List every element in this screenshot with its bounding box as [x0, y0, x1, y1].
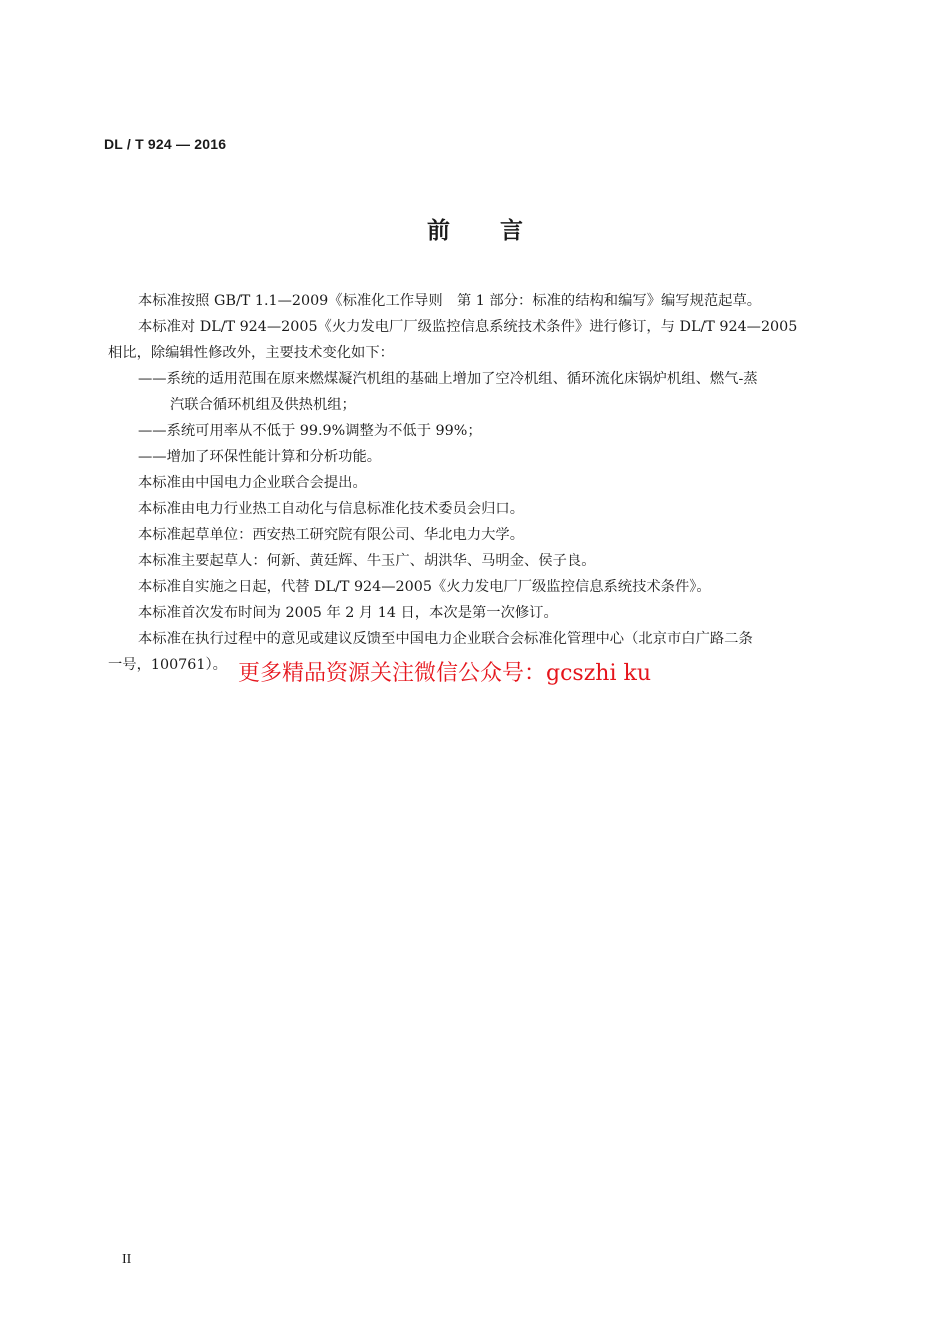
paragraph-line: 本标准主要起草人：何新、黄廷辉、牛玉广、胡洪华、马明金、侯子良。 [138, 553, 596, 569]
page-number: II [122, 1252, 132, 1267]
list-item: ——系统可用率从不低于 99.9%调整为不低于 99%； [138, 423, 482, 439]
paragraph-line: 本标准由电力行业热工自动化与信息标准化技术委员会归口。 [138, 501, 525, 517]
paragraph-line: 相比，除编辑性修改外，主要技术变化如下： [108, 345, 394, 361]
paragraph-line: 本标准对 DL/T 924—2005《火力发电厂厂级监控信息系统技术条件》进行修订，与 DL/T 924—2005 [138, 319, 798, 335]
standard-code: DL / T 924 — 2016 [104, 136, 227, 152]
page-title: 前言 [427, 218, 573, 244]
paragraph-line: 本标准首次发布时间为 2005 年 2 月 14 日，本次是第一次修订。 [138, 605, 558, 621]
paragraph-line: 本标准起草单位：西安热工研究院有限公司、华北电力大学。 [138, 527, 525, 543]
paragraph-line: 一号，100761）。 [108, 657, 227, 673]
paragraph-line: 本标准在执行过程中的意见或建议反馈至中国电力企业联合会标准化管理中心（北京市白广路二条 [138, 631, 753, 647]
list-item: ——增加了环保性能计算和分析功能。 [138, 449, 382, 465]
paragraph-line: 本标准按照 GB/T 1.1—2009《标准化工作导则 第 1 部分：标准的结构和编写》编写规范起草。 [138, 293, 762, 309]
foreword-body [108, 288, 858, 678]
paragraph-line: 本标准自实施之日起，代替 DL/T 924—2005《火力发电厂厂级监控信息系统技术条件》。 [138, 579, 711, 595]
paragraph-line: 本标准由中国电力企业联合会提出。 [138, 475, 367, 491]
list-item: ——系统的适用范围在原来燃煤凝汽机组的基础上增加了空冷机组、循环流化床锅炉机组、燃气-蒸 [138, 371, 758, 387]
watermark-text: 更多精品资源关注微信公众号：gcszhi ku [238, 661, 651, 686]
list-item-continuation: 汽联合循环机组及供热机组； [170, 397, 356, 413]
